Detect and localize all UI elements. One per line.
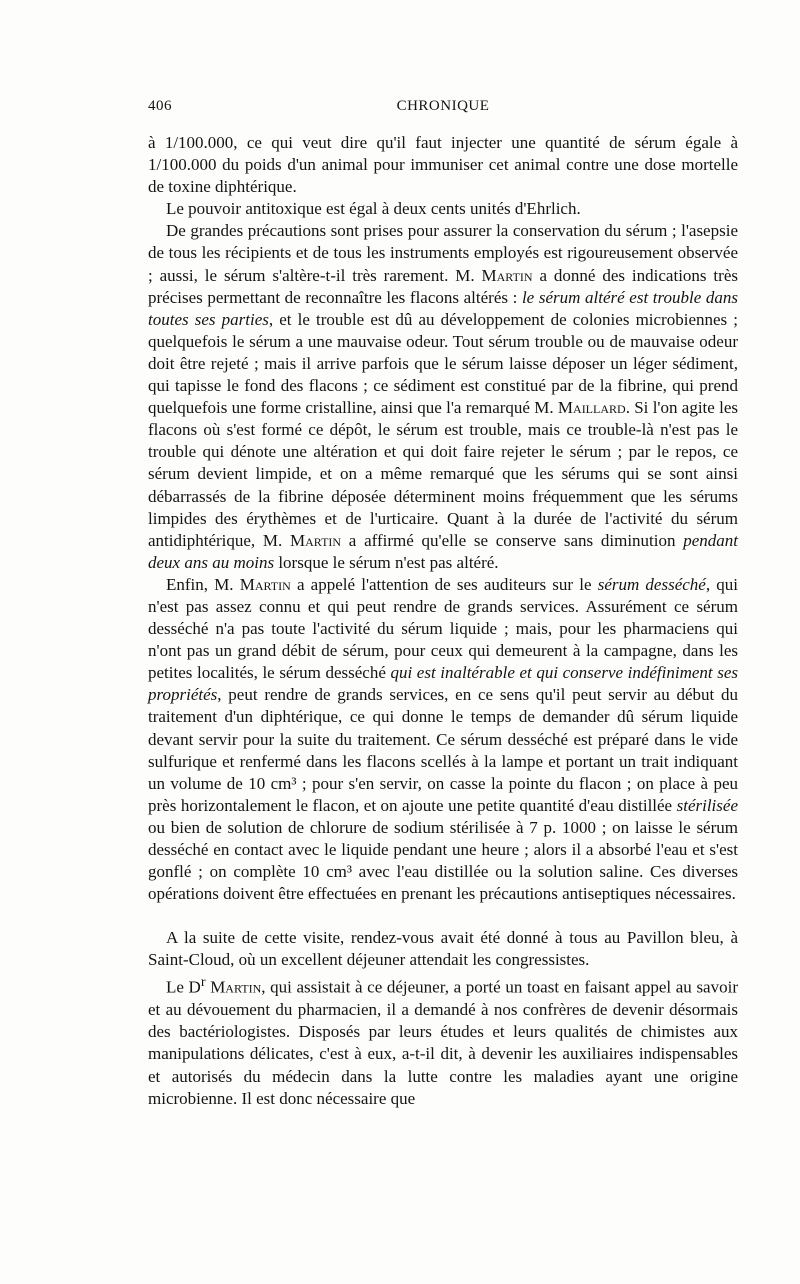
text-run: lorsque le sérum n'est pas altéré. [274, 552, 499, 572]
paragraph-2: Le pouvoir antitoxique est égal à deux cents unités d'Ehrlich. [166, 199, 581, 219]
emphasis: stérilisée [676, 795, 738, 815]
emphasis: qui est inaltérable et qui conserve indéfiniment ses propriétés [148, 663, 738, 705]
text-run: a appelé l'attention de ses auditeurs sur le [290, 574, 598, 594]
text-run: a donné des indications très précises permettant de reconnaître les flacons altérés : [148, 265, 738, 307]
author-name: Martin [205, 978, 262, 998]
author-name: Martin [290, 530, 342, 550]
emphasis: sérum desséché [597, 574, 706, 594]
text-run: a affirmé qu'elle se conserve sans diminution [341, 530, 684, 550]
paragraph-6 [148, 971, 738, 1109]
author-name: Martin [239, 574, 291, 594]
emphasis: pendant deux ans au moins [148, 530, 739, 572]
text-run: , et le trouble est dû au développement de colonies microbiennes ; quelquefois le sérum a une mauvaise odeur. Tout sérum trouble ou de mauvaise odeur doit être rejeté ; mais il arrive parfois que le sérum laisse déposer un léger sédiment, qui tapisse le fond des flacons ; ce sédiment est constitué par de la fibrine, qui prend quelquefois une forme cristalline, ainsi que l'a remarqué M. [148, 309, 739, 418]
page-number: 406 [148, 98, 172, 114]
author-name: Martin [481, 265, 533, 285]
paragraph-1: à 1/100.000, ce qui veut dire qu'il faut injecter une quantité de sérum égale à 1/100.000 du poids d'un animal pour immuniser cet animal contre une dose mortelle de toxine diphtérique. [148, 133, 738, 197]
text-run: De grandes précautions sont prises pour assurer la conservation du sérum ; l'asepsie de tous les récipients et de tous les instruments employés est rigoureusement observée ; aussi, le sérum s'altère-t-il très rarement. M. [148, 221, 738, 285]
superscript: r [200, 974, 206, 991]
text-run: , qui n'est pas assez connu et qui peut rendre de grands services. Assurément ce sérum desséché n'a pas toute l'activité du sérum liquide ; mais, pour les pharmaciens qui n'ont pas un grand débit de sérum, pour ceux qui demeurent à la campagne, dans les petites localités, le sérum desséché [148, 574, 738, 683]
body-text [148, 132, 738, 1110]
emphasis: le sérum altéré est trouble dans toutes ses parties [148, 287, 738, 329]
text-run: . Si l'on agite les flacons où s'est formé ce dépôt, le sérum est trouble, mais ce trouble-là n'est pas le trouble qui dénote une altération et qui doit faire rejeter le sérum ; par le repos, ce sérum devient limpide, et on a même remarqué que les sérums qui se sont ainsi débarrassés de la fibrine déposée déterminent moins fréquemment que les sérums limpides des érythèmes et de l'urticaire. Quant à la durée de l'activité du sérum antidiphtérique, M. [148, 398, 738, 550]
author-name: Maillard [557, 398, 626, 418]
text-run: Enfin, M. [166, 574, 240, 594]
paragraph-4 [148, 574, 738, 905]
paragraph-3 [148, 220, 738, 574]
paragraph-5: A la suite de cette visite, rendez-vous avait été donné à tous au Pavillon bleu, à Saint-Cloud, où un excellent déjeuner attendait les congressistes. [148, 928, 738, 970]
text-run: , peut rendre de grands services, en ce sens qu'il peut servir au début du traitement d'un diphtérique, ce qui donne le temps de demander dû sérum liquide devant servir pour la suite du traitement. Ce sérum desséché est préparé dans le vide sulfurique et renfermé dans les flacons scellés à la lampe et portant un trait indiquant un volume de 10 cm³ ; pour s'en servir, on casse la pointe du flacon ; on place à peu près horizontalement le flacon, et on ajoute une petite quantité d'eau distillée [148, 685, 738, 815]
text-run: ou bien de solution de chlorure de sodium stérilisée à 7 p. 1000 ; on laisse le sérum desséché en contact avec le liquide pendant une heure ; alors il a absorbé l'eau et s'est gonflé ; on complète 10 cm³ avec l'eau distillée ou la solution saline. Ces diverses opérations doivent être effectuées en prenant les précautions antiseptiques nécessaires. [148, 817, 738, 904]
text-run: , qui assistait à ce déjeuner, a porté un toast en faisant appel au savoir et au dévouement du pharmacien, il a demandé à nos confrères de devenir désormais des bactériologistes. Disposés par leurs études et leurs qualités de chimistes aux manipulations délicates, c'est à eux, a-t-il dit, à devenir les auxiliaires indispensables et autorisés du médecin dans la lutte contre les maladies ayant une origine microbienne. Il est donc nécessaire que [148, 978, 738, 1108]
text-run: Le D [166, 978, 201, 998]
page-header [148, 98, 738, 122]
running-head: CHRONIQUE [396, 98, 490, 114]
